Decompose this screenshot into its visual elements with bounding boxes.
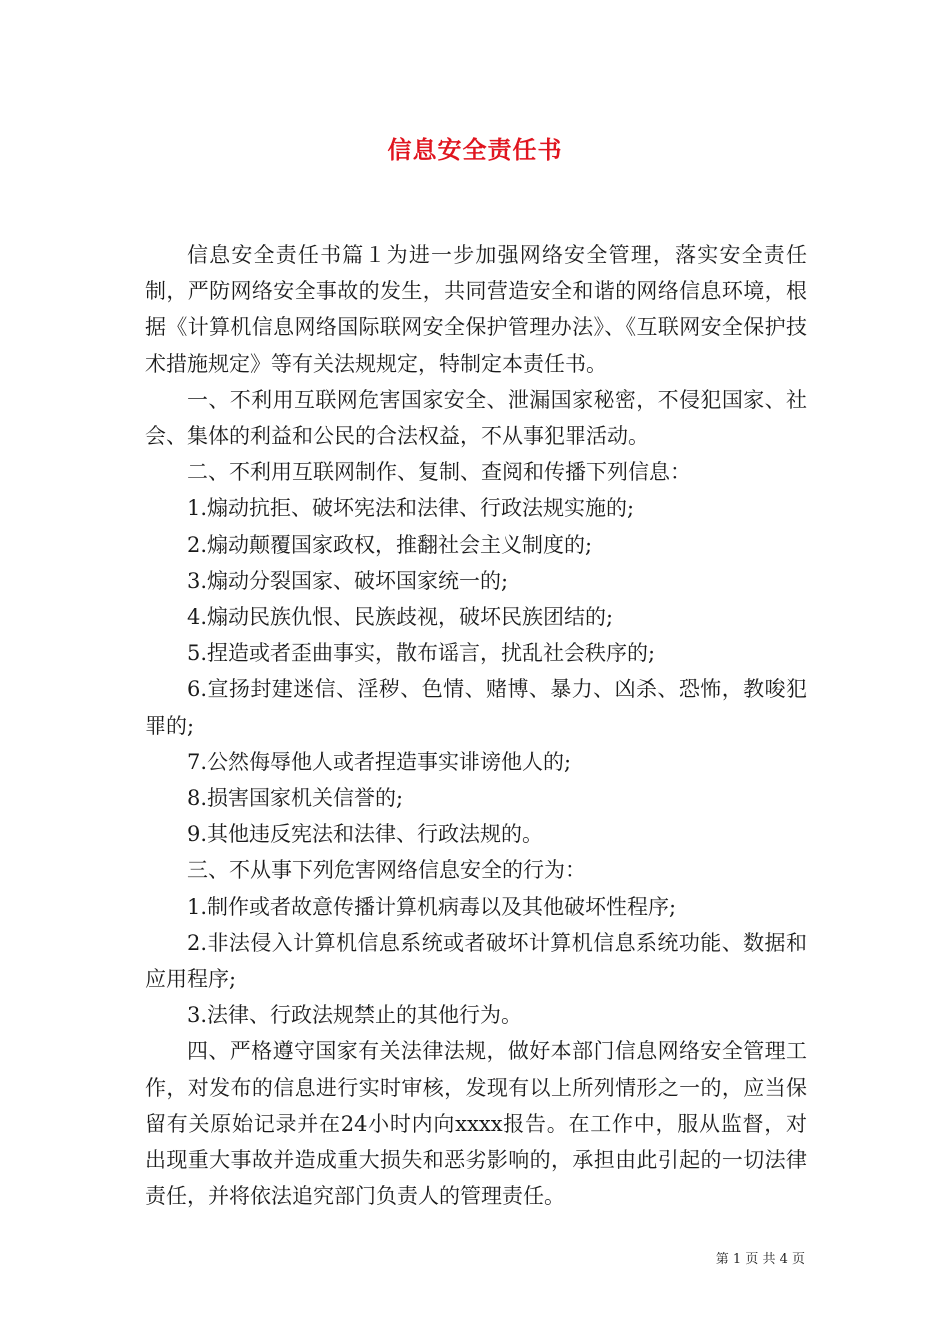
list-item: 2.非法侵入计算机信息系统或者破坏计算机信息系统功能、数据和应用程序; [145,930,807,992]
page-title: 信息安全责任书 [387,136,563,164]
list-item: 3.煽动分裂国家、破坏国家统一的; [187,568,509,593]
list-item: 7.公然侮辱他人或者捏造事实诽谤他人的; [187,749,572,774]
list-item: 1.制作或者故意传播计算机病毒以及其他破坏性程序; [187,894,677,919]
paragraph-intro: 信息安全责任书篇１为进一步加强网络安全管理，落实安全责任制，严防网络安全事故的发生，共同营造安全和谐的网络信息环境，根据《计算机信息网络国际联网安全保护管理办法》、《互联网安全保护技术措施规定》等有关法规规定，特制定本责任书。 [145,243,807,376]
list-item: 5.捏造或者歪曲事实，散布谣言，扰乱社会秩序的; [187,641,656,666]
list-item: 8.损害国家机关信誉的; [187,786,404,811]
list-item: 1.煽动抗拒、破坏宪法和法律、行政法规实施的; [187,496,635,521]
list-item: 9.其他违反宪法和法律、行政法规的。 [187,822,544,847]
document-body [145,237,807,1214]
list-item: 6.宣扬封建迷信、淫秽、色情、赌博、暴力、凶杀、恐怖，教唆犯罪的; [145,677,807,738]
list-item: 4.煽动民族仇恨、民族歧视，破坏民族团结的; [187,605,614,630]
list-item: 2.煽动颠覆国家政权，推翻社会主义制度的; [187,532,593,557]
paragraph-clause-1: 一、不利用互联网危害国家安全、泄漏国家秘密，不侵犯国家、社会、集体的利益和公民的合法权益，不从事犯罪活动。 [145,387,807,449]
paragraph-clause-3: 三、不从事下列危害网络信息安全的行为： [187,858,586,883]
paragraph-clause-4: 四、严格遵守国家有关法律法规，做好本部门信息网络安全管理工作，对发布的信息进行实时审核，发现有以上所列情形之一的，应当保留有关原始记录并在24小时内向xxxx报告。在工作中，服从监督，对出现重大事故并造成重大损失和恶劣影响的，承担由此引起的一切法律责任，并将依法追究部门负责人的管理责任。 [145,1039,807,1209]
paragraph-clause-2: 二、不利用互联网制作、复制、查阅和传播下列信息： [187,460,691,485]
list-item: 3.法律、行政法规禁止的其他行为。 [187,1003,523,1028]
page-number: 第 1 页 共 4 页 [715,1252,805,1267]
